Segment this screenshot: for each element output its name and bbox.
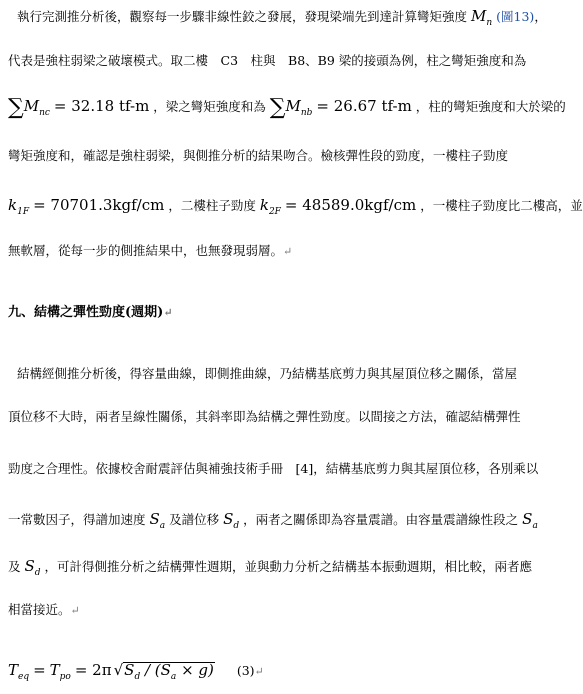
text: 及 [8, 559, 21, 574]
text: 執行完測推分析後，觀察每一步驟非線性鉸之發展，發現梁端先到達計算彎矩強度 [17, 9, 468, 24]
text: 勁度之合理性。依據校舍耐震評估與補強技術手冊 [4]，結構基底剪力與其屋頂位移，各別乘以 [8, 461, 539, 476]
text: ，可計得側推分析之結構彈性週期，並與動力分析之結構基本振動週期，相比較，兩者應 [44, 559, 533, 574]
text: 頂位移不大時，兩者呈線性關係，其斜率即為結構之彈性勁度。以間接之方法，確認結構彈性 [8, 409, 521, 424]
para2-line4 [8, 509, 557, 536]
para1-line5 [8, 195, 583, 222]
symbol-Mn: M [471, 7, 487, 25]
sum-symbol-icon: ∑ [269, 95, 286, 120]
para2-line5 [8, 556, 557, 583]
symbol-k: k [8, 196, 18, 214]
equation-3 [8, 660, 557, 687]
text: 無軟層，從每一步的側推結果中，也無發現弱層。 [8, 243, 284, 258]
subscript: a [532, 521, 538, 531]
operator: × g) [176, 661, 214, 679]
subscript: 2F [268, 207, 281, 217]
symbol-S: S [24, 557, 35, 575]
paragraph-mark-icon: ↵ [283, 245, 293, 258]
paragraph-mark-icon: ↵ [254, 665, 264, 678]
text: ， [534, 9, 547, 24]
text: 彎矩強度和，確認是強柱弱梁，與側推分析的結果吻合。檢核彈性段的勁度，一樓柱子勁度 [8, 148, 509, 163]
section-heading [8, 303, 557, 323]
operator: / (S [140, 661, 171, 679]
symbol-S: S [522, 510, 533, 528]
para1-line6 [8, 241, 557, 262]
sqrt-symbol-icon: √ [113, 661, 124, 679]
symbol-k: k [259, 196, 269, 214]
subscript: nc [39, 108, 50, 118]
symbol-T: T [49, 661, 60, 679]
symbol-T: T [8, 661, 19, 679]
sqrt-expression [112, 660, 215, 687]
para1-line4 [8, 146, 557, 166]
text: ，兩者之關係即為容量震譜。由容量震譜線性段之 [243, 512, 519, 527]
para2-line1 [17, 364, 557, 384]
value: = 70701.3kgf/cm [33, 196, 165, 214]
subscript: eq [18, 672, 30, 682]
equation-number: (3) [236, 663, 255, 678]
subscript: a [159, 521, 166, 531]
paragraph-mark-icon: ↵ [163, 306, 173, 319]
para1-line3 [8, 95, 566, 123]
text: ，柱的彎矩強度和大於梁的 [415, 99, 566, 114]
subscript: a [170, 672, 177, 682]
heading-text: 九、結構之彈性勁度(週期) [8, 305, 164, 320]
subscript: n [486, 18, 493, 28]
symbol-M: M [23, 97, 40, 115]
text: ，梁之彎矩強度和為 [153, 99, 266, 114]
subscript: d [233, 521, 240, 531]
subscript: nb [300, 108, 313, 118]
text: ，二樓柱子勁度 [168, 198, 256, 213]
symbol-S: S [124, 661, 135, 679]
value: = 48589.0kgf/cm [284, 196, 417, 214]
text: 及譜位移 [169, 512, 220, 527]
subscript: 1F [17, 207, 30, 217]
figure-reference-link[interactable]: (圖13) [496, 9, 535, 24]
text: 一常數因子，得譜加速度 [8, 512, 146, 527]
symbol-S: S [223, 510, 234, 528]
subscript: d [34, 568, 41, 578]
para2-line3 [8, 459, 557, 479]
radicand [123, 661, 215, 682]
paragraph-mark-icon: ↵ [70, 604, 80, 617]
para2-line6 [8, 600, 557, 621]
para2-line2 [8, 407, 557, 427]
text: ，一樓柱子勁度比二樓高，並 [420, 198, 583, 213]
para1-line2 [8, 51, 557, 71]
subscript: po [59, 672, 71, 682]
para1-line1 [17, 6, 557, 33]
symbol-M: M [285, 97, 301, 115]
sum-symbol-icon: ∑ [8, 95, 24, 120]
equals: = [33, 661, 46, 679]
text: 相當接近。 [8, 602, 71, 617]
value: = 26.67 tf-m [316, 97, 412, 115]
text: 結構經側推分析後，得容量曲線，即側推曲線，乃結構基底剪力與其屋頂位移之關係，當屋 [17, 366, 518, 381]
value: = 32.18 tf-m [53, 97, 150, 115]
subscript: d [134, 672, 141, 682]
coefficient: = 2π [74, 661, 112, 679]
text: 代表是強柱弱梁之破壞模式。取二樓 C3 柱與 B8、B9 梁的接頭為例，柱之彎矩強度和為 [8, 53, 527, 68]
symbol-S: S [149, 510, 160, 528]
